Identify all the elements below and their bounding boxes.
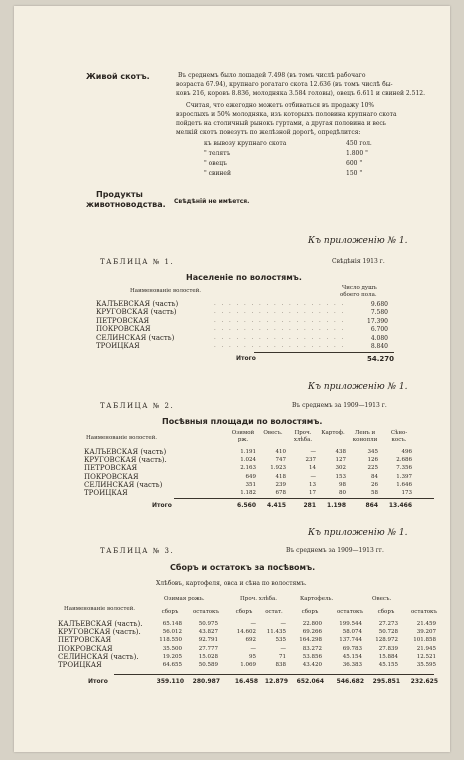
t2-cell: 649 <box>245 473 256 480</box>
t2-cell: 98 <box>339 481 346 488</box>
export-value: 150 " <box>346 170 363 177</box>
t3-subcol-head: остатокъ <box>192 609 219 615</box>
t2-col-head: косъ. <box>391 437 407 443</box>
t2-cell: 173 <box>401 490 412 496</box>
t2-cell: 225 <box>367 465 378 472</box>
t3-row-name: ПЕТРОВСКАЯ <box>58 636 112 645</box>
t2-cell: 1.923 <box>270 465 286 472</box>
t3-cell: 11.435 <box>266 629 286 636</box>
row-leader: . . . . . . . . . . . . . . . . . . <box>214 326 346 333</box>
t2-cell: 14 <box>309 465 316 472</box>
t3-cell: — <box>250 621 256 627</box>
t3-total: 546.682 <box>336 678 364 685</box>
t3-total: 295.851 <box>372 678 400 685</box>
t2-total: 4.415 <box>267 502 286 509</box>
t3-cell: 65.148 <box>162 621 182 627</box>
t3-total: 12.879 <box>264 678 288 685</box>
t1-subtitle: Свѣдѣнія 1913 г. <box>332 258 385 265</box>
t3-cell: 19.205 <box>162 653 182 660</box>
t2-col-name: Наименованіе волостей. <box>86 435 158 441</box>
t2-cell: 1.191 <box>240 449 256 455</box>
t1-appendix: Къ приложенію № 1. <box>308 236 408 246</box>
t3-cell: 22.800 <box>302 621 322 627</box>
t3-cell: 50.728 <box>378 629 398 636</box>
document-page <box>14 6 450 752</box>
t3-subcol-head: сборъ <box>161 609 179 615</box>
t3-subcol-head: сборъ <box>377 609 395 615</box>
t3-cell: 101.858 <box>413 637 436 644</box>
row-leader: . . . . . . . . . . . . . . . . . . <box>214 334 346 341</box>
t3-total: 280.987 <box>192 678 220 685</box>
t3-cell: 95 <box>249 653 256 660</box>
t1-col-val: Число душъ <box>342 285 377 291</box>
t3-cell: 83.272 <box>302 645 322 652</box>
t2-cell: 153 <box>335 473 346 480</box>
t3-cell: 45.154 <box>342 653 362 660</box>
t2-col-head: Овесъ. <box>263 430 283 436</box>
t3-cell: 137.744 <box>339 637 362 644</box>
t3-subcol-head: сборъ <box>235 609 253 615</box>
row-leader: . . . . . . . . . . . . . . . . . . <box>214 301 346 307</box>
t1-row-name: КРУГОВСКАЯ (часть) <box>96 308 177 317</box>
t3-col-name: Наименованіе волостей. <box>64 606 136 612</box>
t2-label: ТАБЛИЦА № 2. <box>100 402 175 410</box>
t3-cell: 71 <box>279 653 286 660</box>
t2-title: Посѣвныя площади по волостямъ. <box>162 417 323 426</box>
t1-row-name: ТРОИЦКАЯ <box>96 342 140 350</box>
t1-col-val: обоего пола. <box>340 292 377 298</box>
export-label: " телятъ <box>204 150 231 157</box>
t3-cell: 69.266 <box>302 629 322 636</box>
t2-row-name: СЕЛИНСКАЯ (часть) <box>84 480 163 489</box>
t2-cell: 237 <box>305 457 316 464</box>
t2-cell: 418 <box>275 473 286 480</box>
t2-cell: 1.024 <box>240 457 256 464</box>
t3-cell: 128.972 <box>375 637 398 644</box>
t1-total: 54.270 <box>366 355 394 363</box>
t3-cell: 692 <box>245 637 256 644</box>
t2-cell: 7.356 <box>396 465 412 472</box>
t2-cell: 127 <box>335 457 346 464</box>
t3-subtitle: Въ среднемъ за 1909—1913 гг. <box>286 547 384 554</box>
t2-col-head: хлѣба. <box>293 437 313 443</box>
export-label: къ вывозу крупнаго скота <box>204 140 287 147</box>
t1-row-name: ПОКРОВСКАЯ <box>96 325 151 334</box>
t3-cell: 21.945 <box>416 645 436 652</box>
t3-cell: — <box>250 645 256 652</box>
t1-row-value: 4.080 <box>370 334 388 342</box>
t3-total-label: Итого <box>88 678 108 685</box>
t2-col-head: Озимой <box>231 430 255 436</box>
t1-col-name: Наименованіе волостей. <box>130 288 202 294</box>
t1-row-value: 7.580 <box>370 309 388 317</box>
livestock-line: пойдетъ на столичный рынокъ гуртами, а другая половина и весь <box>176 120 387 127</box>
t2-cell: 678 <box>275 490 286 496</box>
t2-cell: 17 <box>309 490 316 496</box>
t2-total: 281 <box>303 502 316 509</box>
export-value: 1.800 " <box>346 150 368 157</box>
t3-group-head: Овесъ. <box>372 596 392 602</box>
t2-cell: — <box>310 449 316 455</box>
t3-total: 652.064 <box>296 678 324 685</box>
t1-row-value: 6.700 <box>370 326 388 334</box>
t3-title: Сборъ и остатокъ за посѣвомъ. <box>170 563 316 572</box>
livestock-heading: Живой скотъ. <box>86 72 150 81</box>
t3-cell: 15.028 <box>198 653 218 660</box>
t3-cell: 64.655 <box>162 662 182 668</box>
t2-cell: 438 <box>335 449 346 455</box>
t2-total: 13.466 <box>388 502 412 509</box>
t3-cell: 50.589 <box>198 662 218 668</box>
t2-row-name: КРУГОВСКАЯ (часть). <box>84 456 167 465</box>
t2-cell: 126 <box>367 457 378 464</box>
t2-row-name: ТРОИЦКАЯ <box>84 489 128 497</box>
t2-col-head: Картоф. <box>321 430 345 436</box>
t3-cell: 43.827 <box>198 629 218 636</box>
t2-total: 864 <box>365 502 378 509</box>
t3-cell: — <box>280 621 286 627</box>
t3-cell: 35.500 <box>162 645 182 652</box>
t3-cell: 45.155 <box>378 662 398 668</box>
t2-cell: 1.397 <box>396 473 412 480</box>
t3-cell: 535 <box>275 637 286 644</box>
t3-cell: 12.521 <box>416 653 436 660</box>
livestock-line: ковъ 216, коровъ 8.836, молодняка 3.584 головы), овецъ 6.611 и свиней 2.512. <box>176 90 426 97</box>
t3-subcol-head: остатокъ <box>336 609 363 615</box>
livestock-line: возраста 67.94), крупнаго рогатаго скота 12.636 (въ томъ числѣ бы- <box>176 81 393 88</box>
products-heading: животноводства. <box>86 200 166 209</box>
row-leader: . . . . . . . . . . . . . . . . . . <box>214 309 346 316</box>
livestock-line: Считая, что ежегодно можетъ отбиваться въ продажу 10% <box>186 102 375 109</box>
t3-cell: 56.012 <box>162 629 182 636</box>
t2-row-name: ПОКРОВСКАЯ <box>84 472 139 481</box>
livestock-line: взрослыхъ и 50% молодняка, изъ которыхъ половина крупнаго скота <box>176 111 397 118</box>
export-label: " овецъ <box>204 160 227 167</box>
t3-cell: 43.420 <box>302 662 322 668</box>
t3-subcol-head: сборъ <box>301 609 319 615</box>
t3-cell: 164.298 <box>299 637 322 644</box>
t3-cell: 58.074 <box>342 629 362 636</box>
t2-cell: 351 <box>245 481 256 488</box>
t3-total: 359.110 <box>156 678 184 685</box>
t1-title: Населеніе по волостямъ. <box>186 273 302 282</box>
t3-cell: 118.550 <box>159 637 182 644</box>
t3-cell: 27.839 <box>378 645 398 652</box>
t3-total: 16.458 <box>234 678 258 685</box>
t3-group-head: Озимая рожь. <box>164 596 205 602</box>
t3-appendix: Къ приложенію № 1. <box>308 528 408 538</box>
t3-caption: Хлѣбовъ, картофеля, овса и сѣна по волостямъ. <box>156 580 307 587</box>
t3-cell: 27.273 <box>378 621 398 627</box>
t3-cell: 14.602 <box>236 629 256 636</box>
t2-cell: 80 <box>339 490 346 496</box>
t3-cell: 53.856 <box>302 653 322 660</box>
t3-total: 232.625 <box>410 678 438 685</box>
t2-col-head: конопли <box>352 437 378 443</box>
t3-row-name: КРУГОВСКАЯ (часть). <box>58 628 141 637</box>
t3-row-name: СЕЛИНСКАЯ (часть). <box>58 652 139 661</box>
t2-total-label: Итого <box>152 502 172 509</box>
t2-appendix: Къ приложенію № 1. <box>308 382 408 392</box>
t3-subcol-head: остат. <box>265 609 283 615</box>
export-label: " свиней <box>204 170 231 177</box>
t2-cell: 2.686 <box>396 457 412 464</box>
t2-cell: 345 <box>367 449 378 455</box>
t1-row-value: 8.840 <box>370 343 388 350</box>
t3-cell: 39.207 <box>416 629 436 636</box>
t2-total: 1.198 <box>327 502 346 509</box>
export-value: 450 гол. <box>346 140 372 147</box>
t2-cell: 496 <box>401 449 412 455</box>
t2-cell: 302 <box>335 465 346 472</box>
t2-row-name: КАЛЪЕВСКАЯ (часть) <box>84 448 167 456</box>
t1-row-name: КАЛЪЕВСКАЯ (часть) <box>96 300 179 308</box>
row-leader: . . . . . . . . . . . . . . . . . . <box>214 343 346 349</box>
t2-col-head: Ленъ и <box>354 430 376 436</box>
t2-cell: 747 <box>275 457 286 464</box>
t3-cell: 92.791 <box>198 637 218 644</box>
t1-row-value: 17.390 <box>367 317 388 325</box>
t3-row-name: ТРОИЦКАЯ <box>58 661 102 669</box>
livestock-line: мелкій скотъ повезутъ по желѣзной дорогѣ, опредѣлится: <box>176 129 361 136</box>
t3-cell: 838 <box>275 662 286 668</box>
t2-row-name: ПЕТРОВСКАЯ <box>84 464 138 473</box>
t2-col-head: Проч. <box>294 430 312 436</box>
t2-cell: 26 <box>371 481 378 488</box>
export-value: 600 " <box>346 160 363 167</box>
t3-cell: 21.459 <box>416 621 436 627</box>
t2-cell: 84 <box>371 473 378 480</box>
t3-label: ТАБЛИЦА № 3. <box>100 547 175 555</box>
t3-group-head: Проч. хлѣба. <box>240 596 278 602</box>
row-leader: . . . . . . . . . . . . . . . . . . <box>214 317 346 324</box>
t2-cell: 1.182 <box>240 490 256 496</box>
t3-cell: 69.783 <box>342 645 362 652</box>
t1-total-label: Итого <box>236 355 256 362</box>
t2-cell: 13 <box>309 481 316 488</box>
t2-subtitle: Въ среднемъ за 1909—1913 г. <box>292 402 387 409</box>
livestock-line: Въ среднемъ было лошадей 7.498 (въ томъ числѣ рабочаго <box>178 72 366 79</box>
products-heading: Продукты <box>96 190 143 199</box>
t1-row-name: СЕЛИНСКАЯ (часть) <box>96 333 175 342</box>
t2-col-head: рж. <box>237 437 249 443</box>
t3-cell: 35.595 <box>416 662 436 668</box>
t3-row-name: КАЛЪЕВСКАЯ (часть). <box>58 620 143 628</box>
t2-cell: 2.163 <box>240 465 256 472</box>
t3-cell: — <box>280 645 286 652</box>
t2-cell: 1.646 <box>396 481 412 488</box>
t2-col-head: Сѣно- <box>390 430 408 436</box>
t2-total: 6.560 <box>237 502 256 509</box>
t2-cell: — <box>310 473 316 480</box>
t2-cell: 410 <box>275 449 286 455</box>
t3-cell: 50.975 <box>198 621 218 627</box>
t2-cell: 58 <box>371 490 378 496</box>
products-note: Свѣдѣній не имѣется. <box>174 198 250 205</box>
t3-cell: 199.544 <box>339 621 362 627</box>
t3-group-head: Картофель. <box>300 596 334 602</box>
t3-subcol-head: остатокъ <box>410 609 437 615</box>
t3-cell: 15.884 <box>378 653 398 660</box>
t3-cell: 1.069 <box>240 662 256 668</box>
t1-row-name: ПЕТРОВСКАЯ <box>96 316 150 325</box>
t1-label: ТАБЛИЦА № 1. <box>100 258 175 266</box>
t2-cell: 239 <box>275 481 286 488</box>
t1-row-value: 9.680 <box>370 301 388 308</box>
t3-cell: 27.777 <box>198 645 218 652</box>
t3-row-name: ПОКРОВСКАЯ <box>58 644 113 653</box>
t3-cell: 36.383 <box>342 662 362 668</box>
